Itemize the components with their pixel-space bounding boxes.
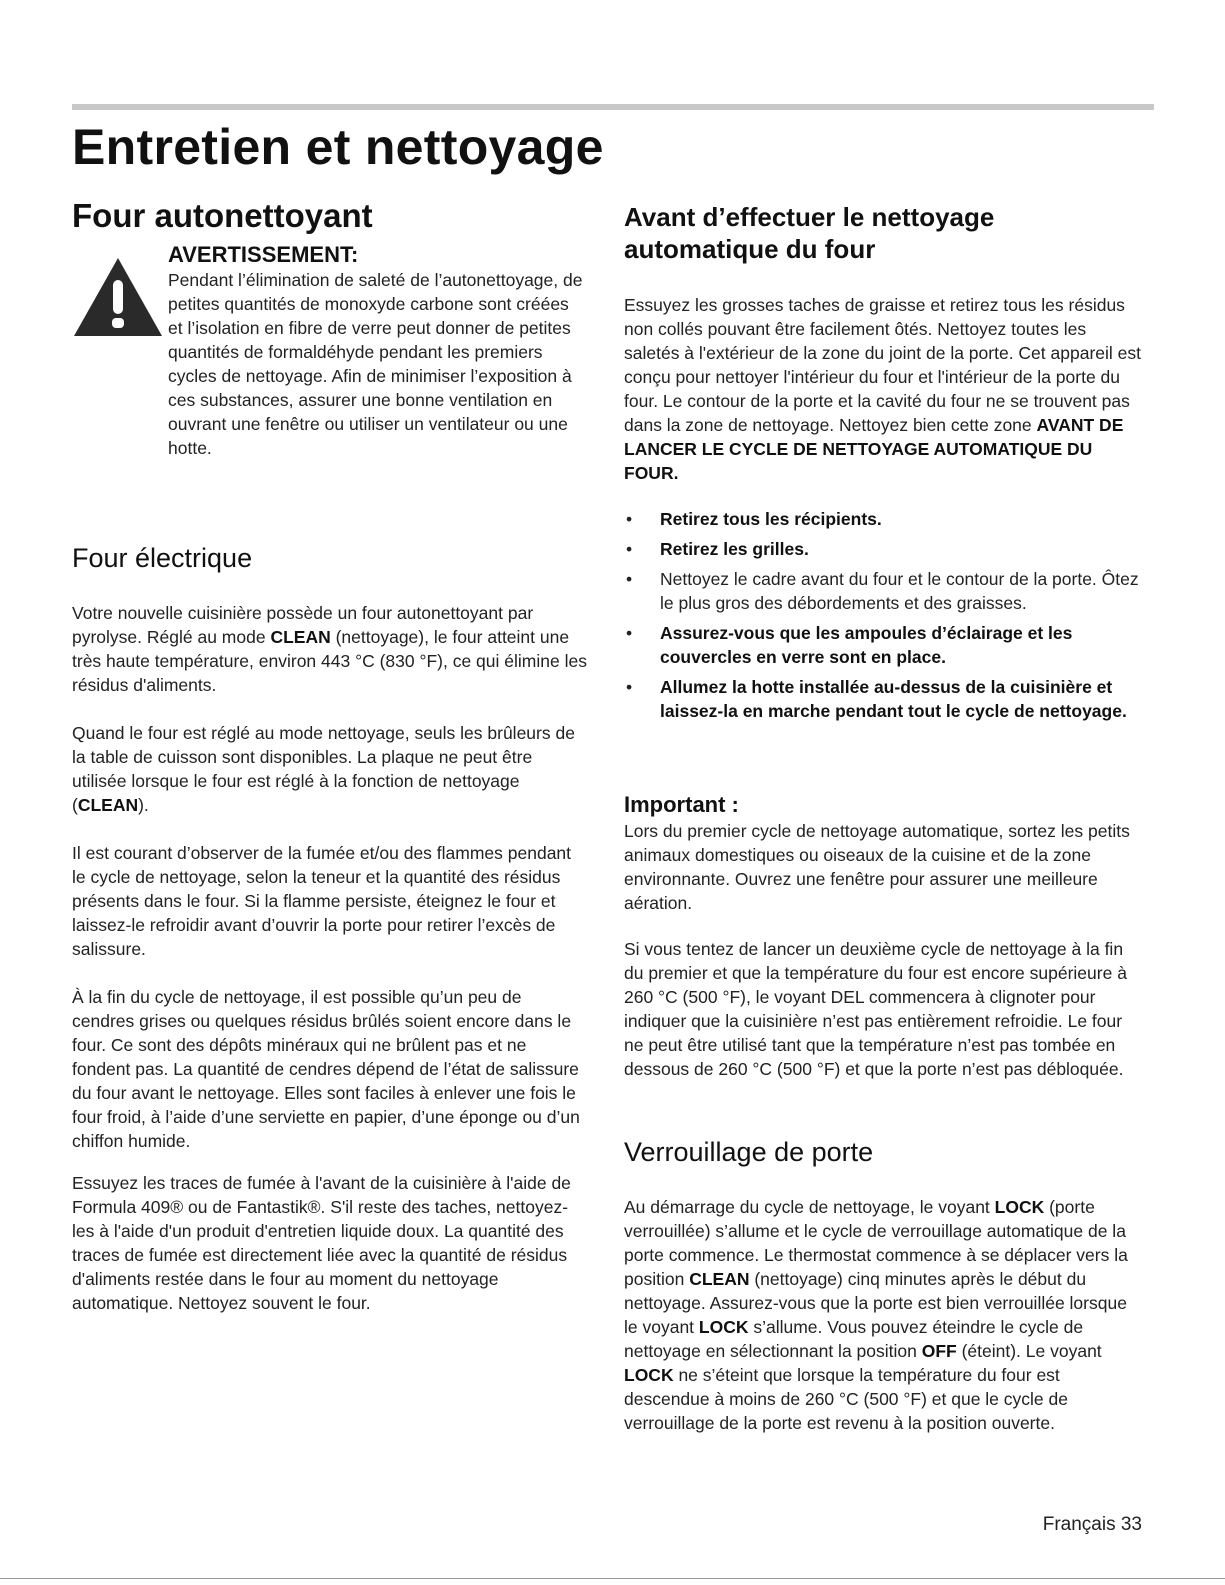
section-title-before-clean-1: Avant d’effectuer le nettoyage [624, 202, 995, 232]
bottom-rule [0, 1578, 1225, 1579]
door-lock-paragraph: Au démarrage du cycle de nettoyage, le voyant LOCK (porte verrouillée) s’allume et le cycle de verrouillage automatique de la porte commence. Le thermostat commence à se déplacer vers la position CLEAN (nettoyage) cinq minutes après le début du nettoyage. Assurez-vous que la porte est bien verrouillée lorsque le voyant LOCK s’allume. Vous pouvez éteindre le cycle de nettoyage en sélectionnant la position OFF (éteint). Le voyant LOCK ne s’éteint que lorsque la température du four est descendue à moins de 260 °C (500 °F) et que le cycle de verrouillage de la porte est revenu à la position ouverte. [624, 1197, 1128, 1433]
header-rule [72, 104, 1154, 110]
list-item: • Nettoyez le cadre avant du four et le contour de la porte. Ôtez le plus gros des débordements et des graisses. [626, 569, 1139, 613]
important-paragraph-2: Si vous tentez de lancer un deuxième cycle de nettoyage à la fin du premier et que la température du four est encore supérieure à 260 °C (500 °F), le voyant DEL commencera à clignoter pour indiquer que la cuisinière n’est pas entièrement refroidie. Le four ne peut être utilisé tant que la température n’est pas tombée en dessous de 260 °C (500 °F) et que la porte n’est pas débloquée. [624, 939, 1127, 1079]
paragraph-electric-3: Il est courant d’observer de la fumée et/ou des flammes pendant le cycle de nettoyage, selon la teneur et la quantité des résidus présents dans le four. Si la flamme persiste, éteignez le four et laissez-le refroidir avant d’ouvrir la porte pour retirer l’excès de salissure. [72, 843, 572, 959]
paragraph-electric-2: Quand le four est réglé au mode nettoyage, seuls les brûleurs de la table de cuisson sont disponibles. La plaque ne peut être utilisée lorsque le four est réglé à la fonction de nettoyage (CLEAN). [72, 723, 575, 815]
important-paragraph-1: Lors du premier cycle de nettoyage automatique, sortez les petits animaux domestiques ou oiseaux de la cuisine et de la zone environnante. Ouvrez une fenêtre pour assurer une meilleure aération. [624, 821, 1130, 913]
paragraph-electric-1: Votre nouvelle cuisinière possède un four autonettoyant par pyrolyse. Réglé au mode CLEAN (nettoyage), le four atteint une très haute température, environ 443 °C (830 °F), ce qui élimine les résidus d'aliments. [72, 603, 587, 695]
page-title: Entretien et nettoyage [72, 119, 604, 175]
warning-triangle-icon [72, 256, 164, 338]
bullet-icon: • [626, 623, 633, 643]
list-item: • Retirez tous les récipients. [626, 509, 882, 529]
list-item: • Assurez-vous que les ampoules d’éclairage et les couvercles en verre sont en place. [626, 623, 1073, 667]
paragraph-electric-5: Essuyez les traces de fumée à l'avant de la cuisinière à l'aide de Formula 409® ou de Fantastik®. S'il reste des taches, nettoyez-les à l'aide d'un produit d'entretien liquide doux. La quantité des traces de fumée est directement liée avec la quantité de résidus d'aliments restée dans le four au moment du nettoyage automatique. Nettoyez souvent le four. [72, 1173, 571, 1313]
subsection-title-door-lock: Verrouillage de porte [624, 1137, 874, 1167]
paragraph-electric-4: À la fin du cycle de nettoyage, il est possible qu’un peu de cendres grises ou quelques résidus brûlés soient encore dans le four. Ce sont des dépôts minéraux qui ne brûlent pas et ne fondent pas. La quantité de cendres dépend de l’état de salissure du four avant le nettoyage. Elles sont faciles à enlever une fois le four froid, à l’aide d’une serviette en papier, d’une éponge ou d’un chiffon humide. [72, 987, 580, 1151]
important-title: Important : [624, 792, 739, 817]
list-item: • Retirez les grilles. [626, 539, 809, 559]
warning-box [72, 192, 592, 512]
bullet-icon: • [626, 569, 633, 589]
bullet-icon: • [626, 677, 633, 697]
warning-title: AVERTISSEMENT: [168, 242, 359, 267]
list-item: • Allumez la hotte installée au-dessus de la cuisinière et laissez-la en marche pendant tout le cycle de nettoyage. [626, 677, 1127, 721]
page-number: Français 33 [1042, 1514, 1142, 1535]
bullet-icon: • [626, 509, 633, 529]
preparation-list [624, 507, 1144, 729]
warning-text: Pendant l’élimination de saleté de l’autonettoyage, de petites quantités de monoxyde carbone sont créées et l’isolation en fibre de verre peut donner de petites quantités de formaldéhyde pendant les premiers cycles de nettoyage. Afin de minimiser l’exposition à ces substances, assurer une bonne ventilation en ouvrant une fenêtre ou utiliser un ventilateur ou une hotte. [168, 270, 583, 458]
subsection-title-electric-oven: Four électrique [72, 543, 253, 573]
section-title-before-clean-2: automatique du four [624, 234, 876, 264]
before-clean-intro: Essuyez les grosses taches de graisse et retirez tous les résidus non collés pouvant être facilement ôtés. Nettoyez toutes les saletés à l'extérieur de la zone du joint de la porte. Cet appareil est conçu pour nettoyer l'intérieur du four et l'intérieur de la porte du four. Le contour de la porte et la cavité du four ne se trouvent pas dans la zone de nettoyage. Nettoyez bien cette zone AVANT DE LANCER LE CYCLE DE NETTOYAGE AUTOMATIQUE DU FOUR. [624, 295, 1141, 483]
bullet-icon: • [626, 539, 633, 559]
section-title-self-clean: Four autonettoyant [72, 197, 373, 234]
